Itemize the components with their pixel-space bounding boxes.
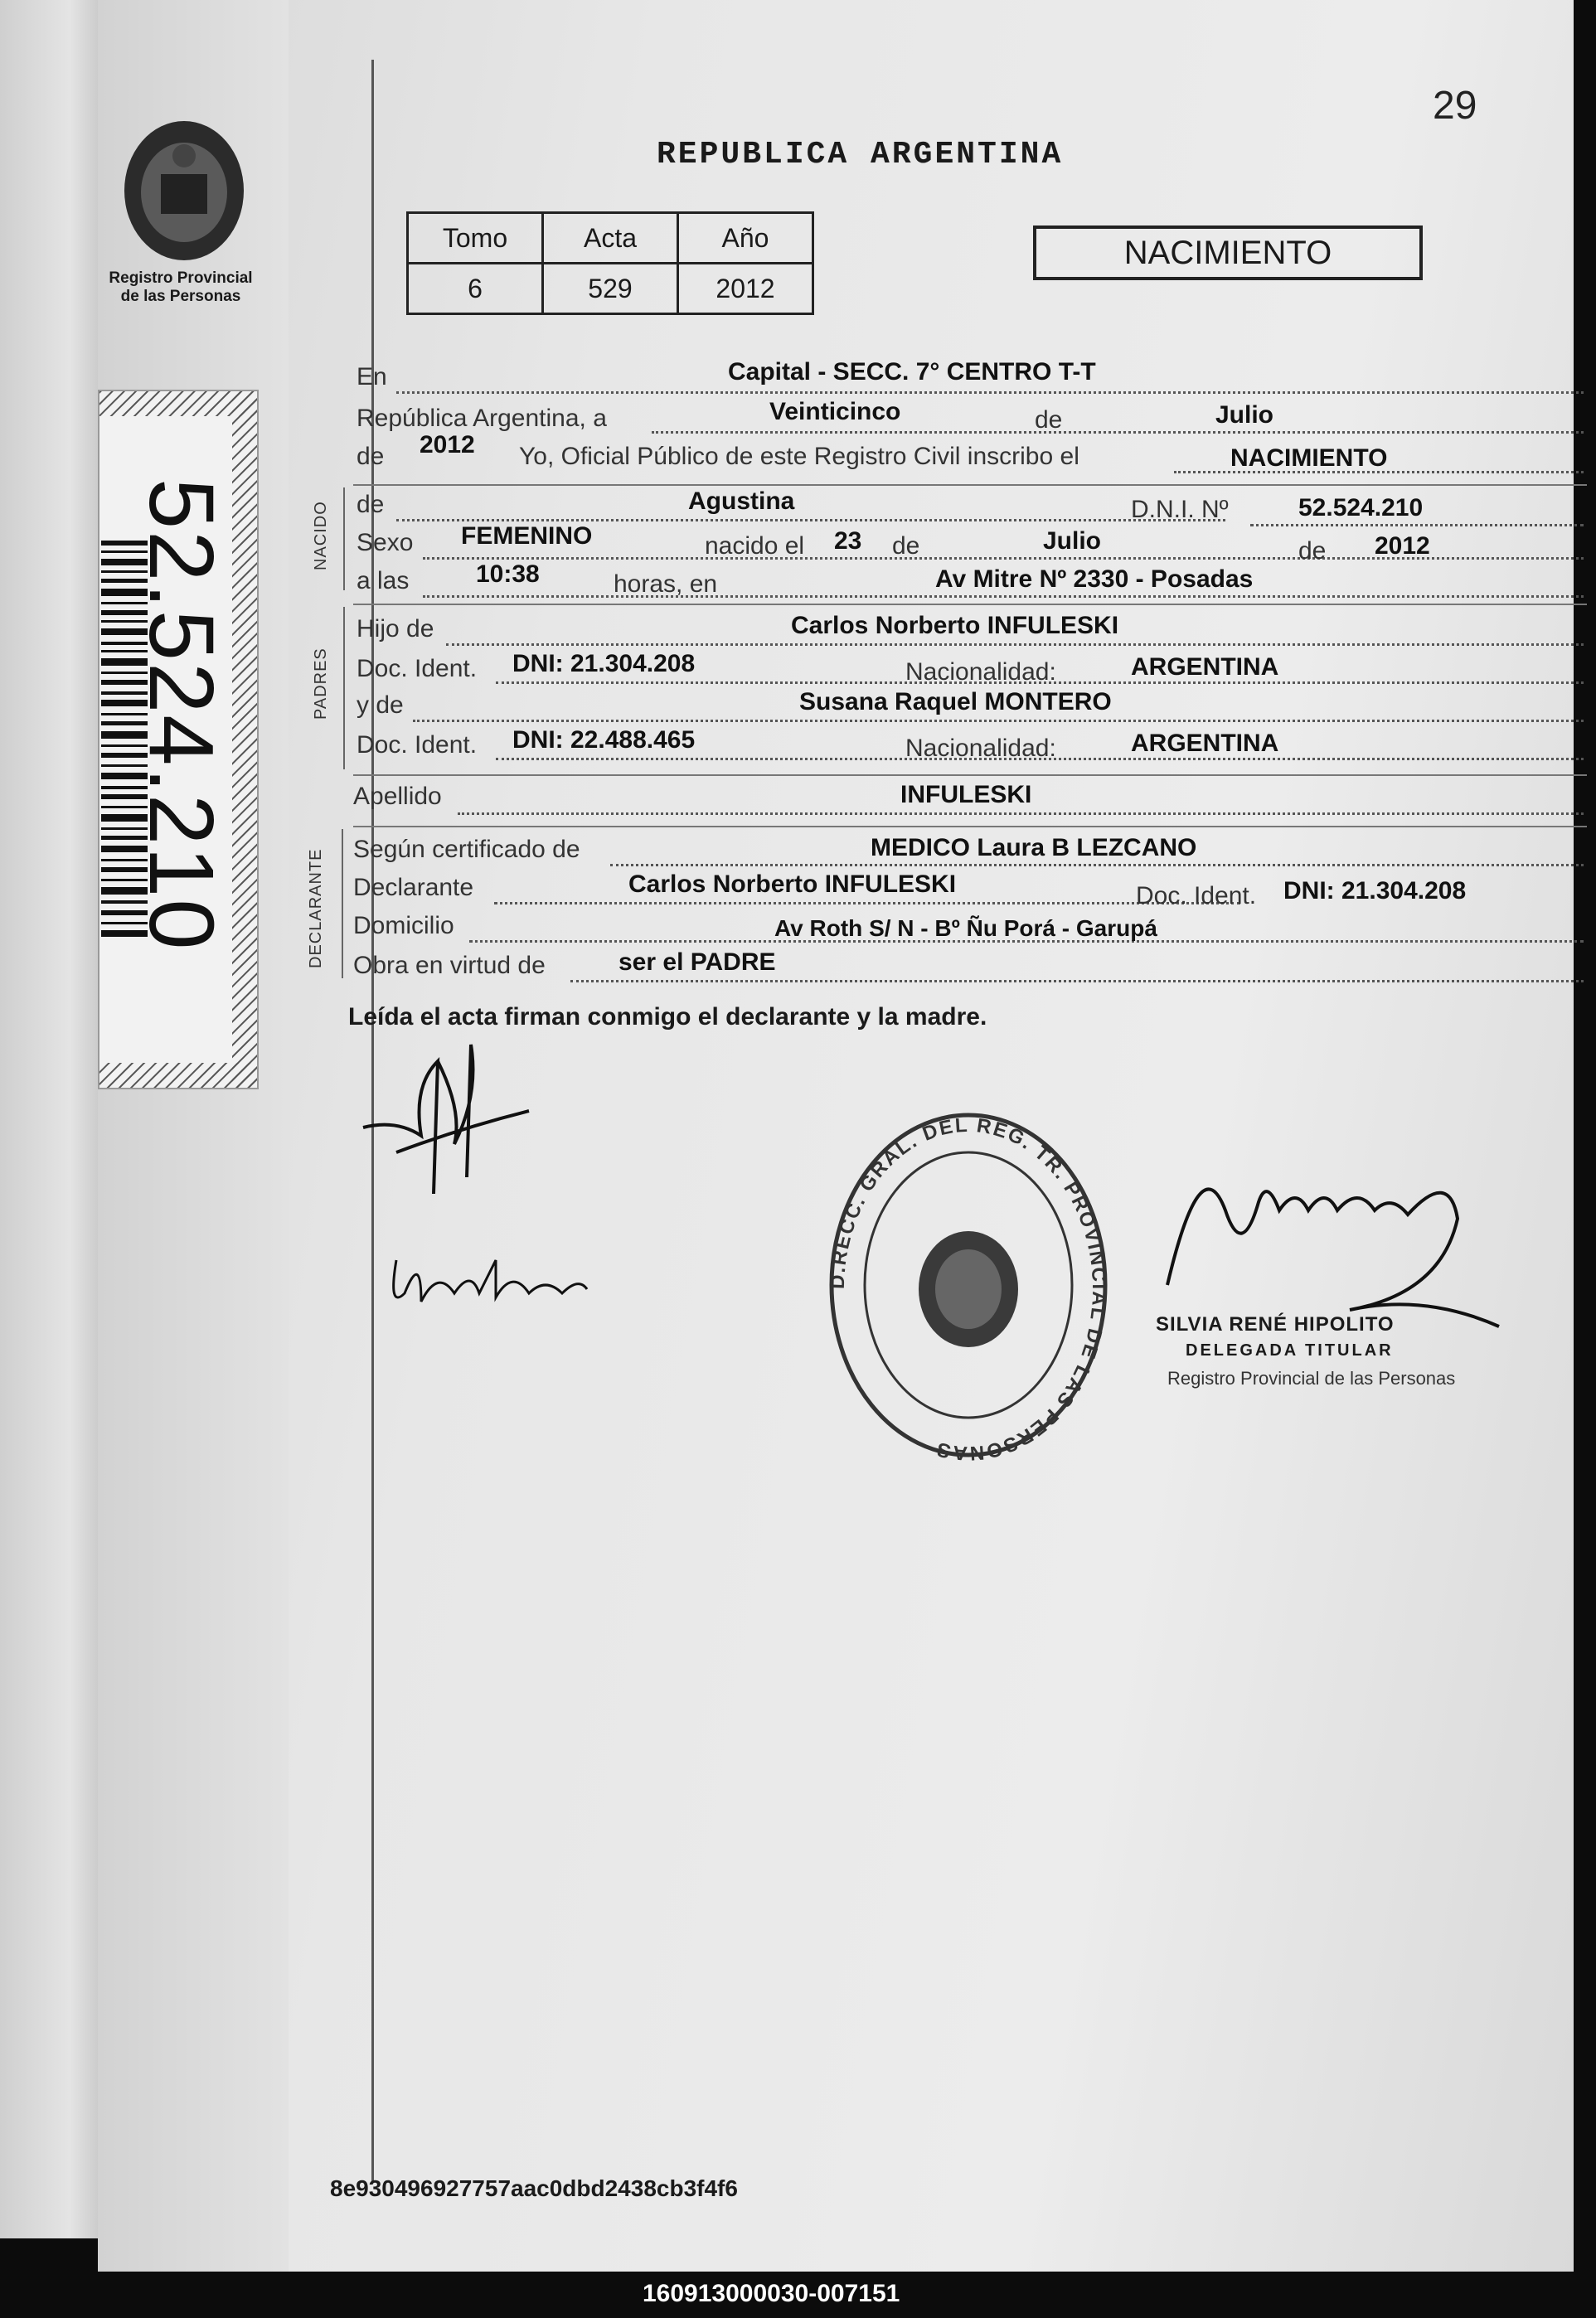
official-seal <box>761 1111 1176 1467</box>
label-domicilio: Domicilio <box>353 912 454 939</box>
label-doc-mother: Doc. Ident. <box>357 731 478 759</box>
label-doc-father: Doc. Ident. <box>357 655 478 682</box>
birth-month: Julio <box>1043 527 1102 555</box>
dotted-line <box>413 720 1584 722</box>
dotted-line <box>570 980 1584 982</box>
father-nationality: ARGENTINA <box>1131 653 1279 681</box>
dotted-line <box>396 391 1584 394</box>
registry-header-tomo: Tomo <box>408 213 543 264</box>
label-hijo: Hijo de <box>357 615 434 643</box>
birth-place: Av Mitre Nº 2330 - Posadas <box>935 565 1254 593</box>
declarant-capacity: ser el PADRE <box>619 948 776 976</box>
registration-place: Capital - SECC. 7° CENTRO T-T <box>728 358 1096 386</box>
declarant-name: Carlos Norberto INFULESKI <box>628 870 957 898</box>
document-type-box: NACIMIENTO <box>1033 225 1423 280</box>
dotted-line <box>652 431 1584 434</box>
child-name: Agustina <box>688 487 795 515</box>
registry-caption-line2: de las Personas <box>120 288 241 305</box>
label-y-de: y de <box>357 691 404 719</box>
section-divider <box>353 774 1587 776</box>
closing-statement: Leída el acta firman conmigo el declarante y la madre. <box>348 1003 987 1030</box>
certificate-page <box>98 0 1574 2272</box>
registration-month: Julio <box>1215 401 1274 429</box>
label-de-year2: de <box>1298 537 1327 565</box>
mother-name: Susana Raquel MONTERO <box>799 688 1112 715</box>
father-doc: DNI: 21.304.208 <box>512 650 696 677</box>
official-office: Registro Provincial de las Personas <box>1167 1368 1456 1389</box>
registry-table-value-row <box>408 264 813 314</box>
page-number: 29 <box>1433 84 1477 128</box>
official-name: SILVIA RENÉ HIPOLITO <box>1156 1313 1395 1336</box>
section-divider <box>353 484 1587 486</box>
official-signature <box>1142 1111 1532 1376</box>
child-sex: FEMENINO <box>461 522 593 550</box>
child-dni: 52.524.210 <box>1298 494 1424 521</box>
section-divider <box>353 604 1587 605</box>
father-name: Carlos Norberto INFULESKI <box>791 612 1119 639</box>
country-title: REPUBLICA ARGENTINA <box>657 137 1064 172</box>
registry-caption <box>98 269 264 306</box>
registry-table-header-row <box>408 213 813 264</box>
side-id-number: 52.524.210 <box>130 478 232 952</box>
registered-event: NACIMIENTO <box>1230 444 1388 472</box>
label-horas: horas, en <box>614 570 718 598</box>
mother-doc: DNI: 22.488.465 <box>512 726 696 754</box>
surname: INFULESKI <box>900 781 1032 808</box>
label-obra: Obra en virtud de <box>353 952 546 979</box>
section-divider <box>353 826 1587 827</box>
provincial-crest-logo <box>109 116 259 265</box>
label-dni: D.N.I. Nº <box>1131 496 1229 523</box>
label-certificado: Según certificado de <box>353 836 580 863</box>
birth-year: 2012 <box>1375 532 1430 560</box>
declarant-address: Av Roth S/ N - Bº Ñu Porá - Garupá <box>774 915 1157 941</box>
dotted-line <box>446 643 1584 646</box>
document-hash: 8e930496927757aac0dbd2438cb3f4f6 <box>330 2175 738 2201</box>
label-de: de <box>1035 406 1063 434</box>
registry-value-anio: 2012 <box>678 264 813 314</box>
label-de-month: de <box>892 532 920 560</box>
section-label-nacido: NACIDO <box>312 501 330 570</box>
page-margin <box>98 0 289 2272</box>
label-a-las: a las <box>357 567 410 594</box>
footer-identifier: 160913000030-007151 <box>643 2280 900 2307</box>
label-de-year: de <box>357 443 385 470</box>
seal-ring-text: D.RECC. GRAL. DEL REG. TR. PROVINCIAL DE LAS PERSONAS <box>826 1113 1111 1465</box>
registry-header-anio: Año <box>678 213 813 264</box>
label-declarante: Declarante <box>353 874 474 901</box>
mother-signature <box>380 1235 595 1326</box>
registration-day: Veinticinco <box>769 398 901 425</box>
registry-value-acta: 529 <box>543 264 678 314</box>
mother-nationality: ARGENTINA <box>1131 730 1279 757</box>
label-republica: República Argentina, a <box>357 405 607 432</box>
declarant-doc: DNI: 21.304.208 <box>1283 877 1467 904</box>
section-label-padres: PADRES <box>312 647 330 720</box>
label-doc-declarante: Doc. Ident. <box>1136 882 1257 909</box>
label-nacido-el: nacido el <box>705 532 805 560</box>
registry-caption-line1: Registro Provincial <box>109 269 253 287</box>
registration-year: 2012 <box>420 431 475 458</box>
medical-certificate: MEDICO Laura B LEZCANO <box>871 834 1197 861</box>
section-bar <box>343 607 345 769</box>
declarant-signature <box>347 1028 546 1219</box>
label-nac-father: Nacionalidad: <box>905 658 1056 686</box>
registry-table <box>406 211 814 315</box>
birth-day: 23 <box>834 527 862 555</box>
dotted-line <box>396 519 1225 521</box>
label-en: En <box>357 363 387 390</box>
dotted-line <box>494 902 1240 904</box>
section-label-declarante: DECLARANTE <box>307 848 325 968</box>
id-label-sticker <box>98 390 259 1089</box>
label-de-name: de <box>357 491 385 518</box>
label-sexo: Sexo <box>357 529 414 556</box>
dotted-line <box>458 812 1584 815</box>
birth-hour: 10:38 <box>476 560 540 588</box>
official-title: DELEGADA TITULAR <box>1186 1341 1394 1360</box>
registry-value-tomo: 6 <box>408 264 543 314</box>
label-officer: Yo, Oficial Público de este Registro Civil inscribo el <box>519 443 1079 470</box>
dotted-line <box>423 595 1584 598</box>
label-nac-mother: Nacionalidad: <box>905 735 1056 762</box>
section-bar <box>342 829 343 978</box>
registry-header-acta: Acta <box>543 213 678 264</box>
dotted-line <box>610 864 1584 866</box>
dotted-line <box>1250 524 1584 526</box>
label-apellido: Apellido <box>353 783 442 810</box>
section-bar <box>343 487 345 590</box>
